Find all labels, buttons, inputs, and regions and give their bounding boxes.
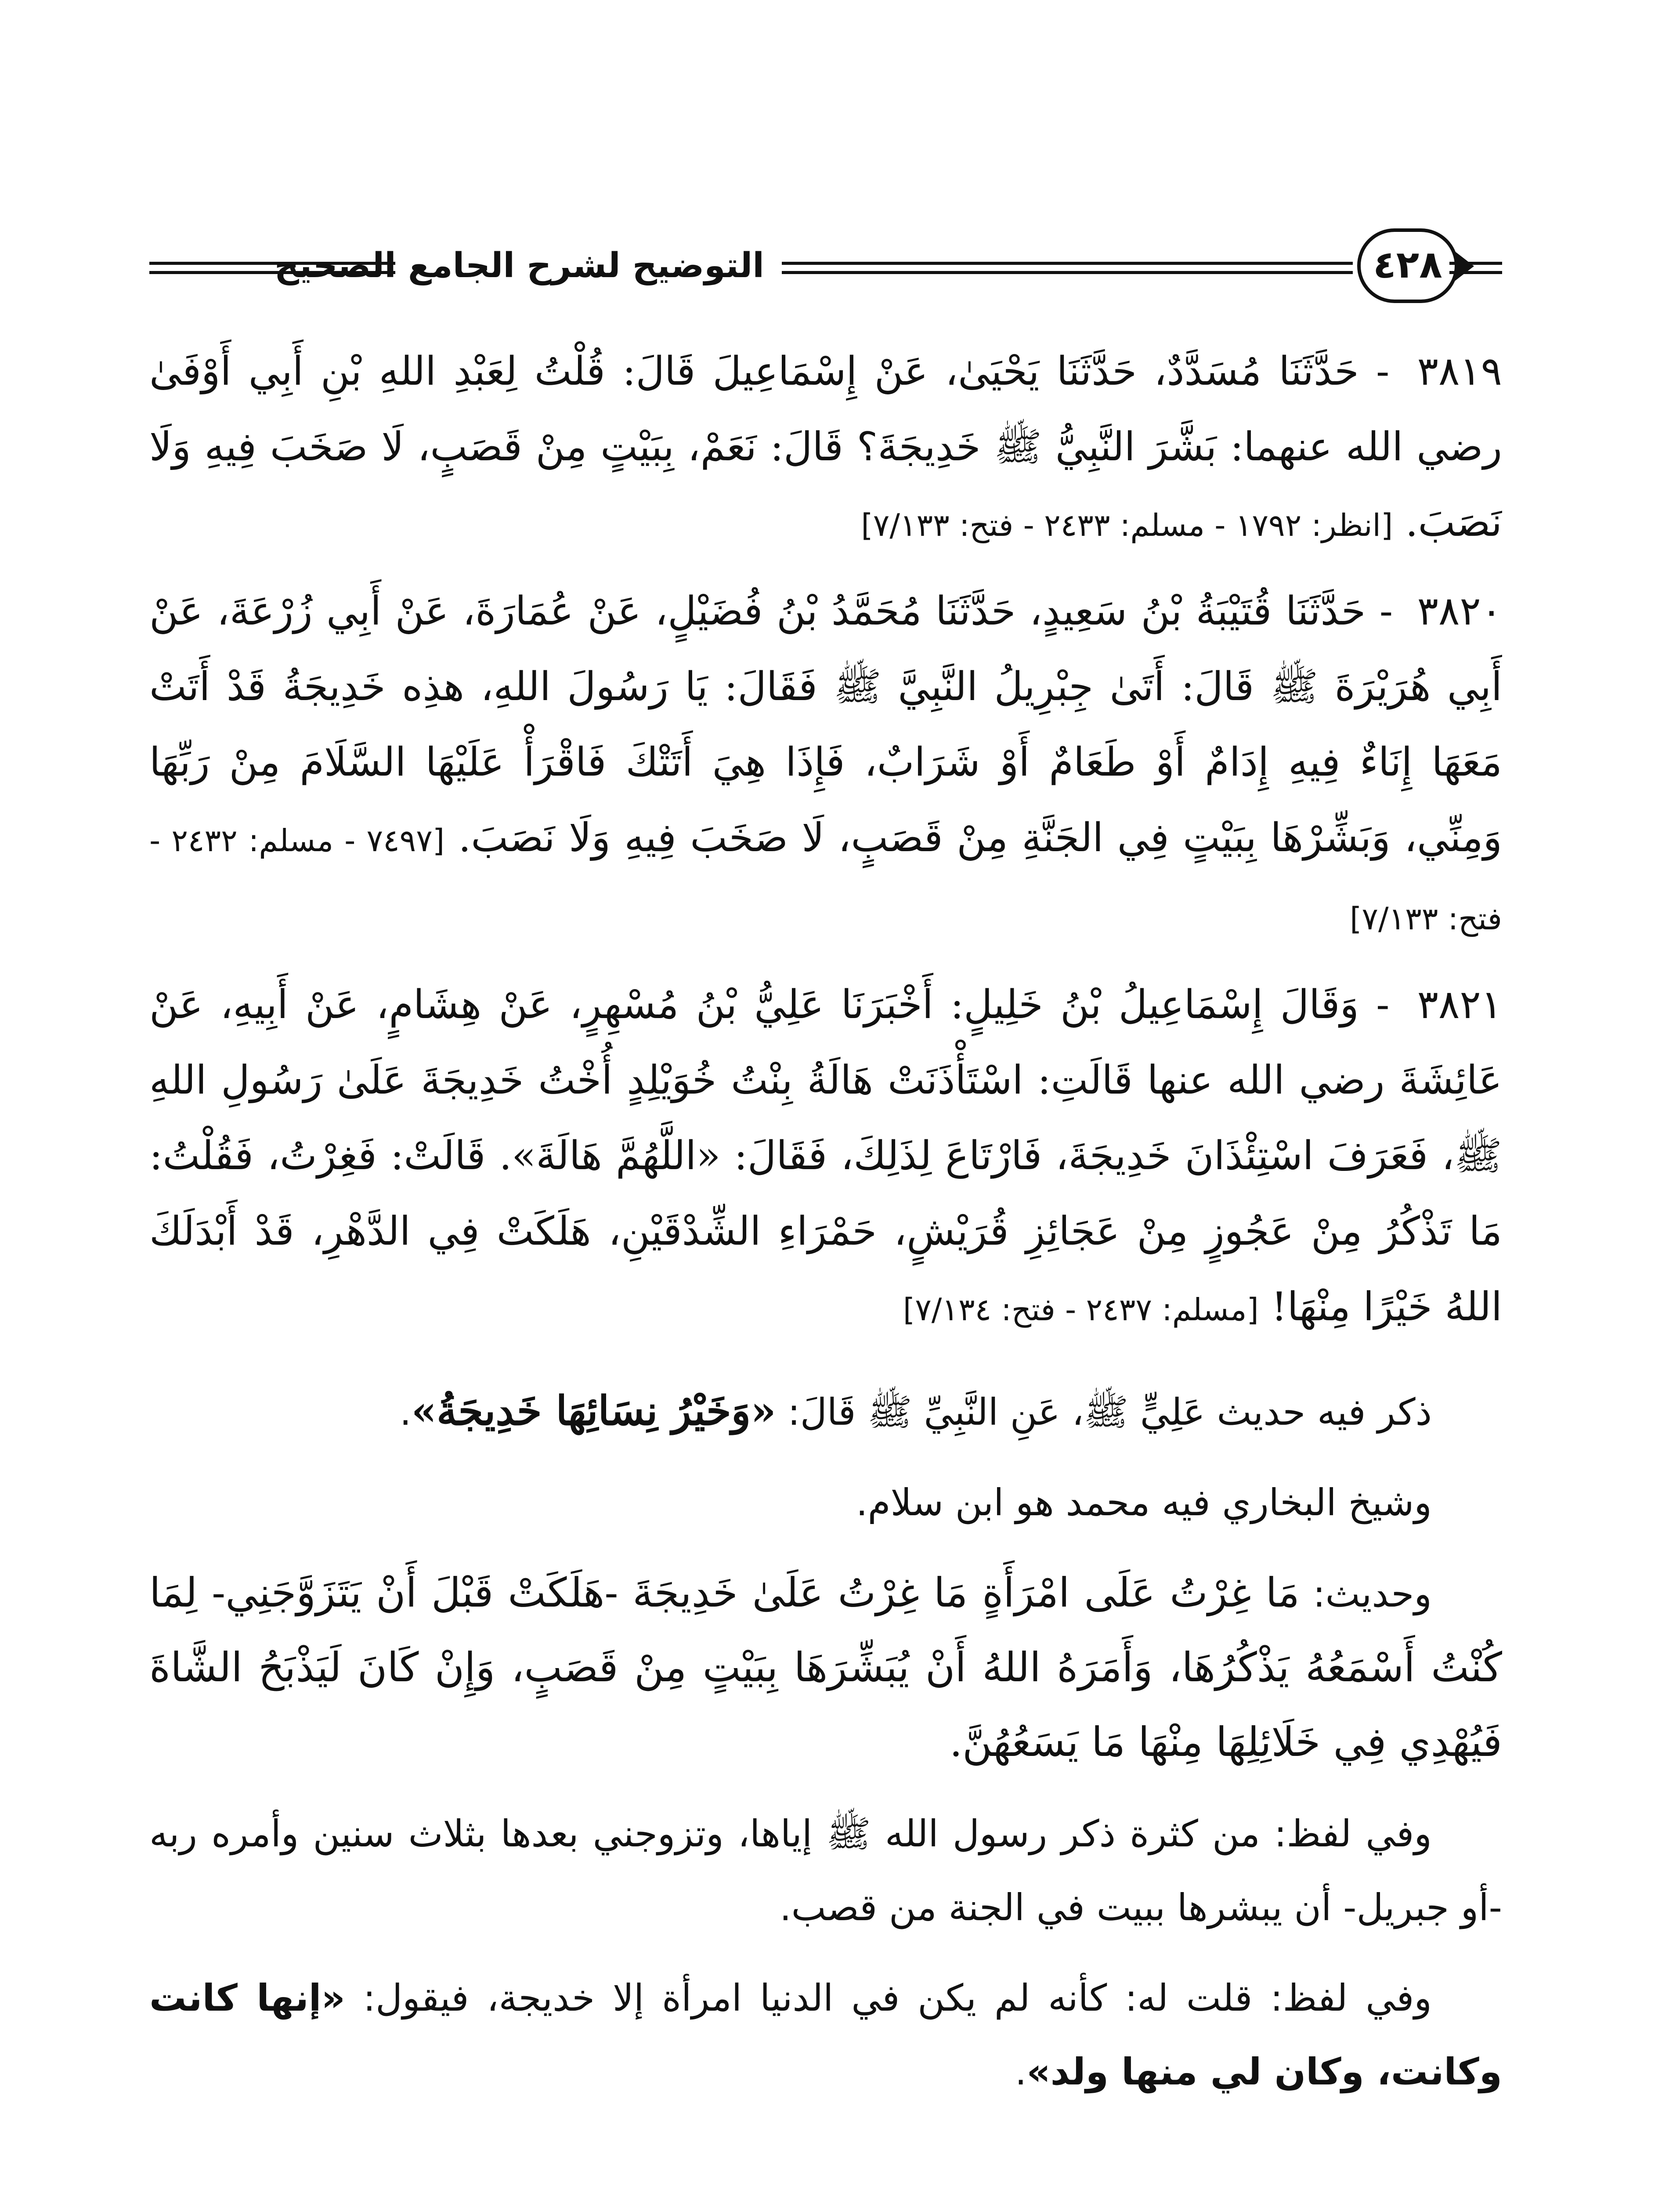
- page-number-badge: [1357, 228, 1458, 303]
- commentary-paragraph-4: [149, 1797, 1502, 1944]
- commentary-quote: «وَخَيْرُ نِسَائِهَا خَدِيجَةُ»: [411, 1387, 776, 1434]
- commentary-paragraph-5: [149, 1961, 1502, 2109]
- page-number: ٤٢٨: [1373, 243, 1442, 287]
- hadith-3821: [149, 967, 1502, 1347]
- hadith-3820: [149, 574, 1502, 957]
- hadith-number: ٣٨٢٠: [1417, 588, 1502, 634]
- running-title: التوضيح لشرح الجامع الصحيح: [274, 246, 764, 285]
- commentary-paragraph-2: [149, 1466, 1502, 1539]
- commentary-quote: «إنها كانت وكانت، وكان لي منها ولد»: [149, 1976, 1502, 2093]
- hadith-text: - حَدَّثَنَا مُسَدَّدٌ، حَدَّثَنَا يَحْيَىٰ، عَنْ إِسْمَاعِيلَ قَالَ: قُلْتُ لِعَبْدِ اللهِ بْنِ أَبِي أَوْفَىٰ رضي الله عنهما: بَشَّرَ النَّبِيُّ ﷺ خَدِيجَةَ؟ قَالَ: نَعَمْ، بِبَيْتٍ مِنْ قَصَبٍ، لَا صَخَبَ فِيهِ وَلَا نَصَبَ.: [149, 348, 1502, 545]
- commentary-punctuation: .: [399, 1391, 412, 1434]
- hadith-number: ٣٨٢١: [1417, 982, 1502, 1028]
- hadith-text: - وَقَالَ إِسْمَاعِيلُ بْنُ خَلِيلٍ: أَخْبَرَنَا عَلِيُّ بْنُ مُسْهِرٍ، عَنْ هِشَامٍ، عَنْ أَبِيهِ، عَنْ عَائِشَةَ رضي الله عنها قَالَتِ: اسْتَأْذَنَتْ هَالَةُ بِنْتُ خُوَيْلِدٍ أُخْتُ خَدِيجَةَ عَلَىٰ رَسُولِ اللهِ ﷺ، فَعَرَفَ اسْتِئْذَانَ خَدِيجَةَ، فَارْتَاعَ لِذَلِكَ، فَقَالَ: «اللَّهُمَّ هَالَةَ». قَالَتْ: فَغِرْتُ، فَقُلْتُ: مَا تَذْكُرُ مِنْ عَجُوزٍ مِنْ عَجَائِزِ قُرَيْشٍ، حَمْرَاءِ الشِّدْقَيْنِ، هَلَكَتْ فِي الدَّهْرِ، قَدْ أَبْدَلَكَ اللهُ خَيْرًا مِنْهَا!: [149, 982, 1502, 1330]
- hadith-reference: [انظر: ١٧٩٢ - مسلم: ٢٤٣٣ - فتح: ٧/١٣٣]: [861, 507, 1393, 543]
- paragraph-indent: [1432, 1572, 1502, 1615]
- paragraph-indent: [1432, 1812, 1502, 1855]
- commentary-text: ذكر فيه حديث عَلِيٍّ ﷺ، عَنِ النَّبِيِّ ﷺ قَالَ:: [776, 1391, 1432, 1434]
- paragraph-indent: [1432, 1391, 1502, 1434]
- commentary-quote: مَا غِرْتُ عَلَى امْرَأَةٍ مَا غِرْتُ عَلَىٰ خَدِيجَةَ -هَلَكَتْ قَبْلَ أَنْ يَتَزَوَّجَنِي- لِمَا كُنْتُ أَسْمَعُهُ يَذْكُرُهَا، وَأَمَرَهُ اللهُ أَنْ يُبَشِّرَهَا بِبَيْتٍ مِنْ قَصَبٍ، وَإِنْ كَانَ لَيَذْبَحُ الشَّاةَ فَيُهْدِي فِي خَلَائِلِهَا مِنْهَا مَا يَسَعُهُنَّ.: [149, 1569, 1502, 1766]
- paragraph-indent: [1432, 1976, 1502, 2019]
- commentary-paragraph-1: [149, 1374, 1502, 1449]
- commentary-punctuation: .: [1015, 2050, 1027, 2093]
- paragraph-indent: [1432, 1481, 1502, 1524]
- hadith-3819: [149, 334, 1502, 563]
- commentary-paragraph-3: [149, 1556, 1502, 1780]
- hadith-reference: [مسلم: ٢٤٣٧ - فتح: ٧/١٣٤]: [903, 1292, 1259, 1328]
- commentary-text: وفي لفظ: من كثرة ذكر رسول الله ﷺ إياها، وتزوجني بعدها بثلاث سنين وأمره ربه -أو جبريل- أن يبشرها ببيت في الجنة من قصب.: [149, 1812, 1502, 1929]
- commentary-text: وفي لفظ: قلت له: كأنه لم يكن في الدنيا امرأة إلا خديجة، فيقول:: [345, 1976, 1432, 2019]
- hadith-text: - حَدَّثَنَا قُتَيْبَةُ بْنُ سَعِيدٍ، حَدَّثَنَا مُحَمَّدُ بْنُ فُضَيْلٍ، عَنْ عُمَارَةَ، عَنْ أَبِي زُرْعَةَ، عَنْ أَبِي هُرَيْرَةَ ﷺ قَالَ: أَتَىٰ جِبْرِيلُ النَّبِيَّ ﷺ فَقَالَ: يَا رَسُولَ اللهِ، هذِه خَدِيجَةُ قَدْ أَتَتْ مَعَهَا إِنَاءٌ فِيهِ إِدَامٌ أَوْ طَعَامٌ أَوْ شَرَابٌ، فَإِذَا هِيَ أَتَتْكَ فَاقْرَأْ عَلَيْهَا السَّلَامَ مِنْ رَبِّهَا وَمِنِّي، وَبَشِّرْهَا بِبَيْتٍ فِي الجَنَّةِ مِنْ قَصَبٍ، لَا صَخَبَ فِيهِ وَلَا نَصَبَ.: [149, 588, 1502, 861]
- hadith-number: ٣٨١٩: [1417, 348, 1502, 394]
- header-rule-middle: [782, 262, 1353, 274]
- commentary-text: وحديث:: [1299, 1572, 1432, 1615]
- header-rule-right: [1449, 262, 1502, 274]
- page-body: [149, 334, 1502, 2196]
- hadith-reference: [٧٤٩٧ - مسلم: ٢٤٣٢ - فتح: ٧/١٣٣]: [149, 823, 1502, 937]
- commentary-text: وشيخ البخاري فيه محمد هو ابن سلام.: [856, 1481, 1432, 1524]
- running-header: [149, 220, 1502, 325]
